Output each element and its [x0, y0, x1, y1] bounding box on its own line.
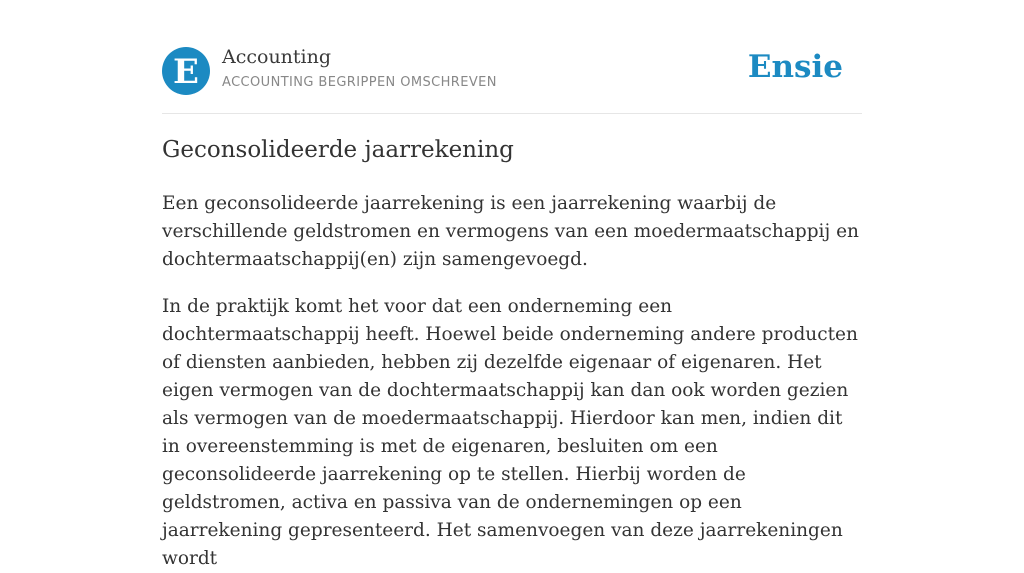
- site-title[interactable]: Accounting: [222, 46, 332, 68]
- logo-badge[interactable]: [162, 47, 210, 95]
- site-subtitle: ACCOUNTING BEGRIPPEN OMSCHREVEN: [222, 75, 497, 90]
- header: [162, 46, 862, 96]
- logo-letter: E: [173, 52, 199, 92]
- header-divider: [162, 113, 862, 114]
- article-paragraph-1: Een geconsolideerde jaarrekening is een jaarrekening waarbij de verschillende geldstromen en vermogens van een moedermaatschappij en dochtermaatschappij(en) zijn samengevoegd.: [162, 193, 859, 270]
- brand-logo[interactable]: Ensie: [747, 49, 843, 85]
- article-paragraph-2: In de praktijk komt het voor dat een onderneming een dochtermaatschappij heeft. Hoewel beide onderneming andere producten of diensten aanbieden, hebben zij dezelfde eigenaar of eigenaren. Het eigen vermogen van de dochtermaatschappij kan dan ook worden gezien als vermogen van de moedermaatschappij. Hierdoor kan men, indien dit in overeenstemming is met de eigenaren, besluiten om een geconsolideerde jaarrekening op te stellen. Hierbij worden de geldstromen, activa en passiva van de ondernemingen op een jaarrekening gepresenteerd. Het samenvoegen van deze jaarrekeningen wordt: [162, 296, 858, 569]
- article-title: Geconsolideerde jaarrekening: [162, 137, 514, 163]
